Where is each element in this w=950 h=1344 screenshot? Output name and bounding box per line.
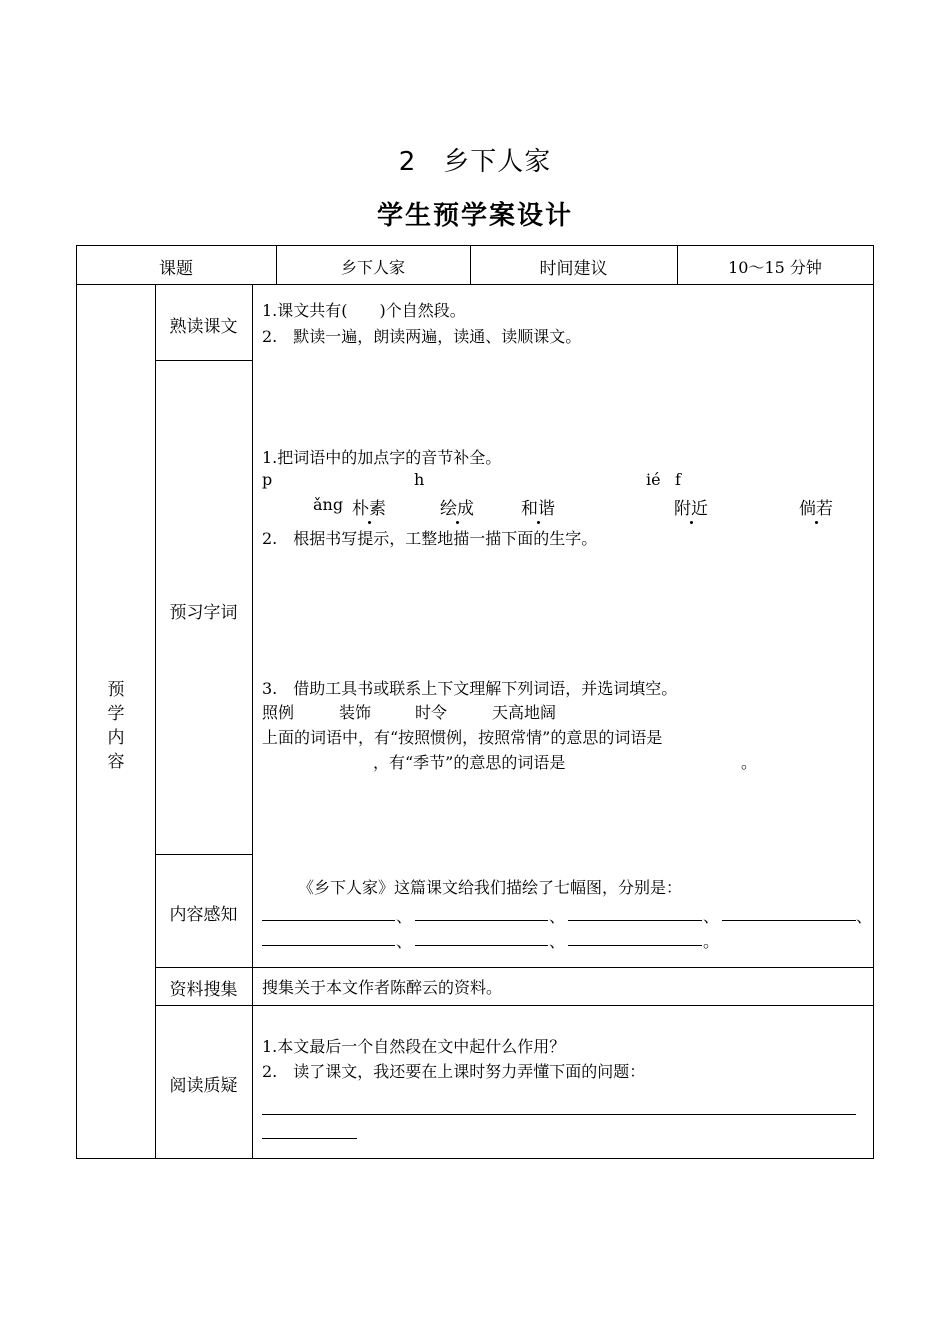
words-question-3: 3. 借助工具书或联系上下文理解下列词语，并选词填空。 (262, 679, 678, 698)
fill-sentence-1: 上面的词语中，有“按照惯例，按照常情”的意思的词语是 (262, 728, 663, 747)
blank-sep: 、 (396, 907, 413, 926)
word-huicheng-text: 绘成 (440, 494, 474, 519)
word-hexie-text: 和谐 (521, 494, 555, 519)
pinyin-f: f (675, 470, 681, 489)
word-fujin (674, 494, 708, 519)
word-tangruo (799, 494, 833, 519)
topic-value: 乡下人家 (340, 258, 405, 277)
word-tangruo-text: 倘若 (799, 494, 833, 519)
words-question-1: 1.把词语中的加点字的音节补全。 (262, 448, 502, 467)
reading-label: 熟读课文 (169, 317, 238, 337)
question-1: 1.本文最后一个自然段在文中起什么作用？ (262, 1037, 566, 1056)
topic-label: 课题 (159, 259, 193, 279)
word-option-2: 装饰 (339, 703, 372, 722)
fill-sentence-end: 。 (741, 753, 758, 772)
blank-sep: 、 (549, 907, 566, 926)
blank-sep: 、 (856, 907, 873, 926)
pinyin-ang: ǎng (313, 495, 344, 514)
question-2: 2. 读了课文，我还要在上课时努力弄懂下面的问题： (262, 1062, 646, 1081)
blank-end: 。 (703, 932, 720, 951)
word-option-1: 照例 (262, 703, 295, 722)
material-label: 资料搜集 (169, 980, 238, 1000)
question-label: 阅读质疑 (169, 1076, 238, 1096)
word-fujin-text: 附近 (674, 494, 708, 519)
pinyin-h: h (414, 470, 425, 489)
reading-line-1: 1.课文共有( )个自然段。 (262, 301, 466, 320)
section-label: 预学内容 (107, 680, 125, 772)
blank-sep: 、 (549, 932, 566, 951)
time-label: 时间建议 (539, 259, 608, 279)
word-option-3: 时令 (415, 703, 448, 722)
material-text: 搜集关于本文作者陈醉云的资料。 (262, 978, 503, 997)
word-pusu (352, 494, 386, 519)
time-value: 10～15 分钟 (728, 258, 822, 277)
words-label: 预习字词 (169, 603, 238, 623)
word-hexie (521, 494, 555, 519)
word-pusu-text: 朴素 (352, 494, 386, 519)
blank-sep: 、 (396, 932, 413, 951)
word-huicheng (440, 494, 474, 519)
fill-sentence-2: ，有“季节”的意思的词语是 (373, 753, 566, 772)
pinyin-ie: ié (646, 470, 661, 489)
content-label: 内容感知 (169, 905, 238, 925)
blank-sep: 、 (703, 907, 720, 926)
words-question-2: 2. 根据书写提示，工整地描一描下面的生字。 (262, 529, 598, 548)
reading-line-2: 2. 默读一遍，朗读两遍，读通、读顺课文。 (262, 327, 582, 346)
document-title: 2 乡下人家 (398, 147, 552, 177)
content-text: 《乡下人家》这篇课文给我们描绘了七幅图，分别是： (298, 878, 683, 897)
document-subtitle: 学生预学案设计 (376, 201, 573, 231)
pinyin-p: p (262, 470, 273, 489)
word-option-4: 天高地阔 (492, 703, 557, 722)
